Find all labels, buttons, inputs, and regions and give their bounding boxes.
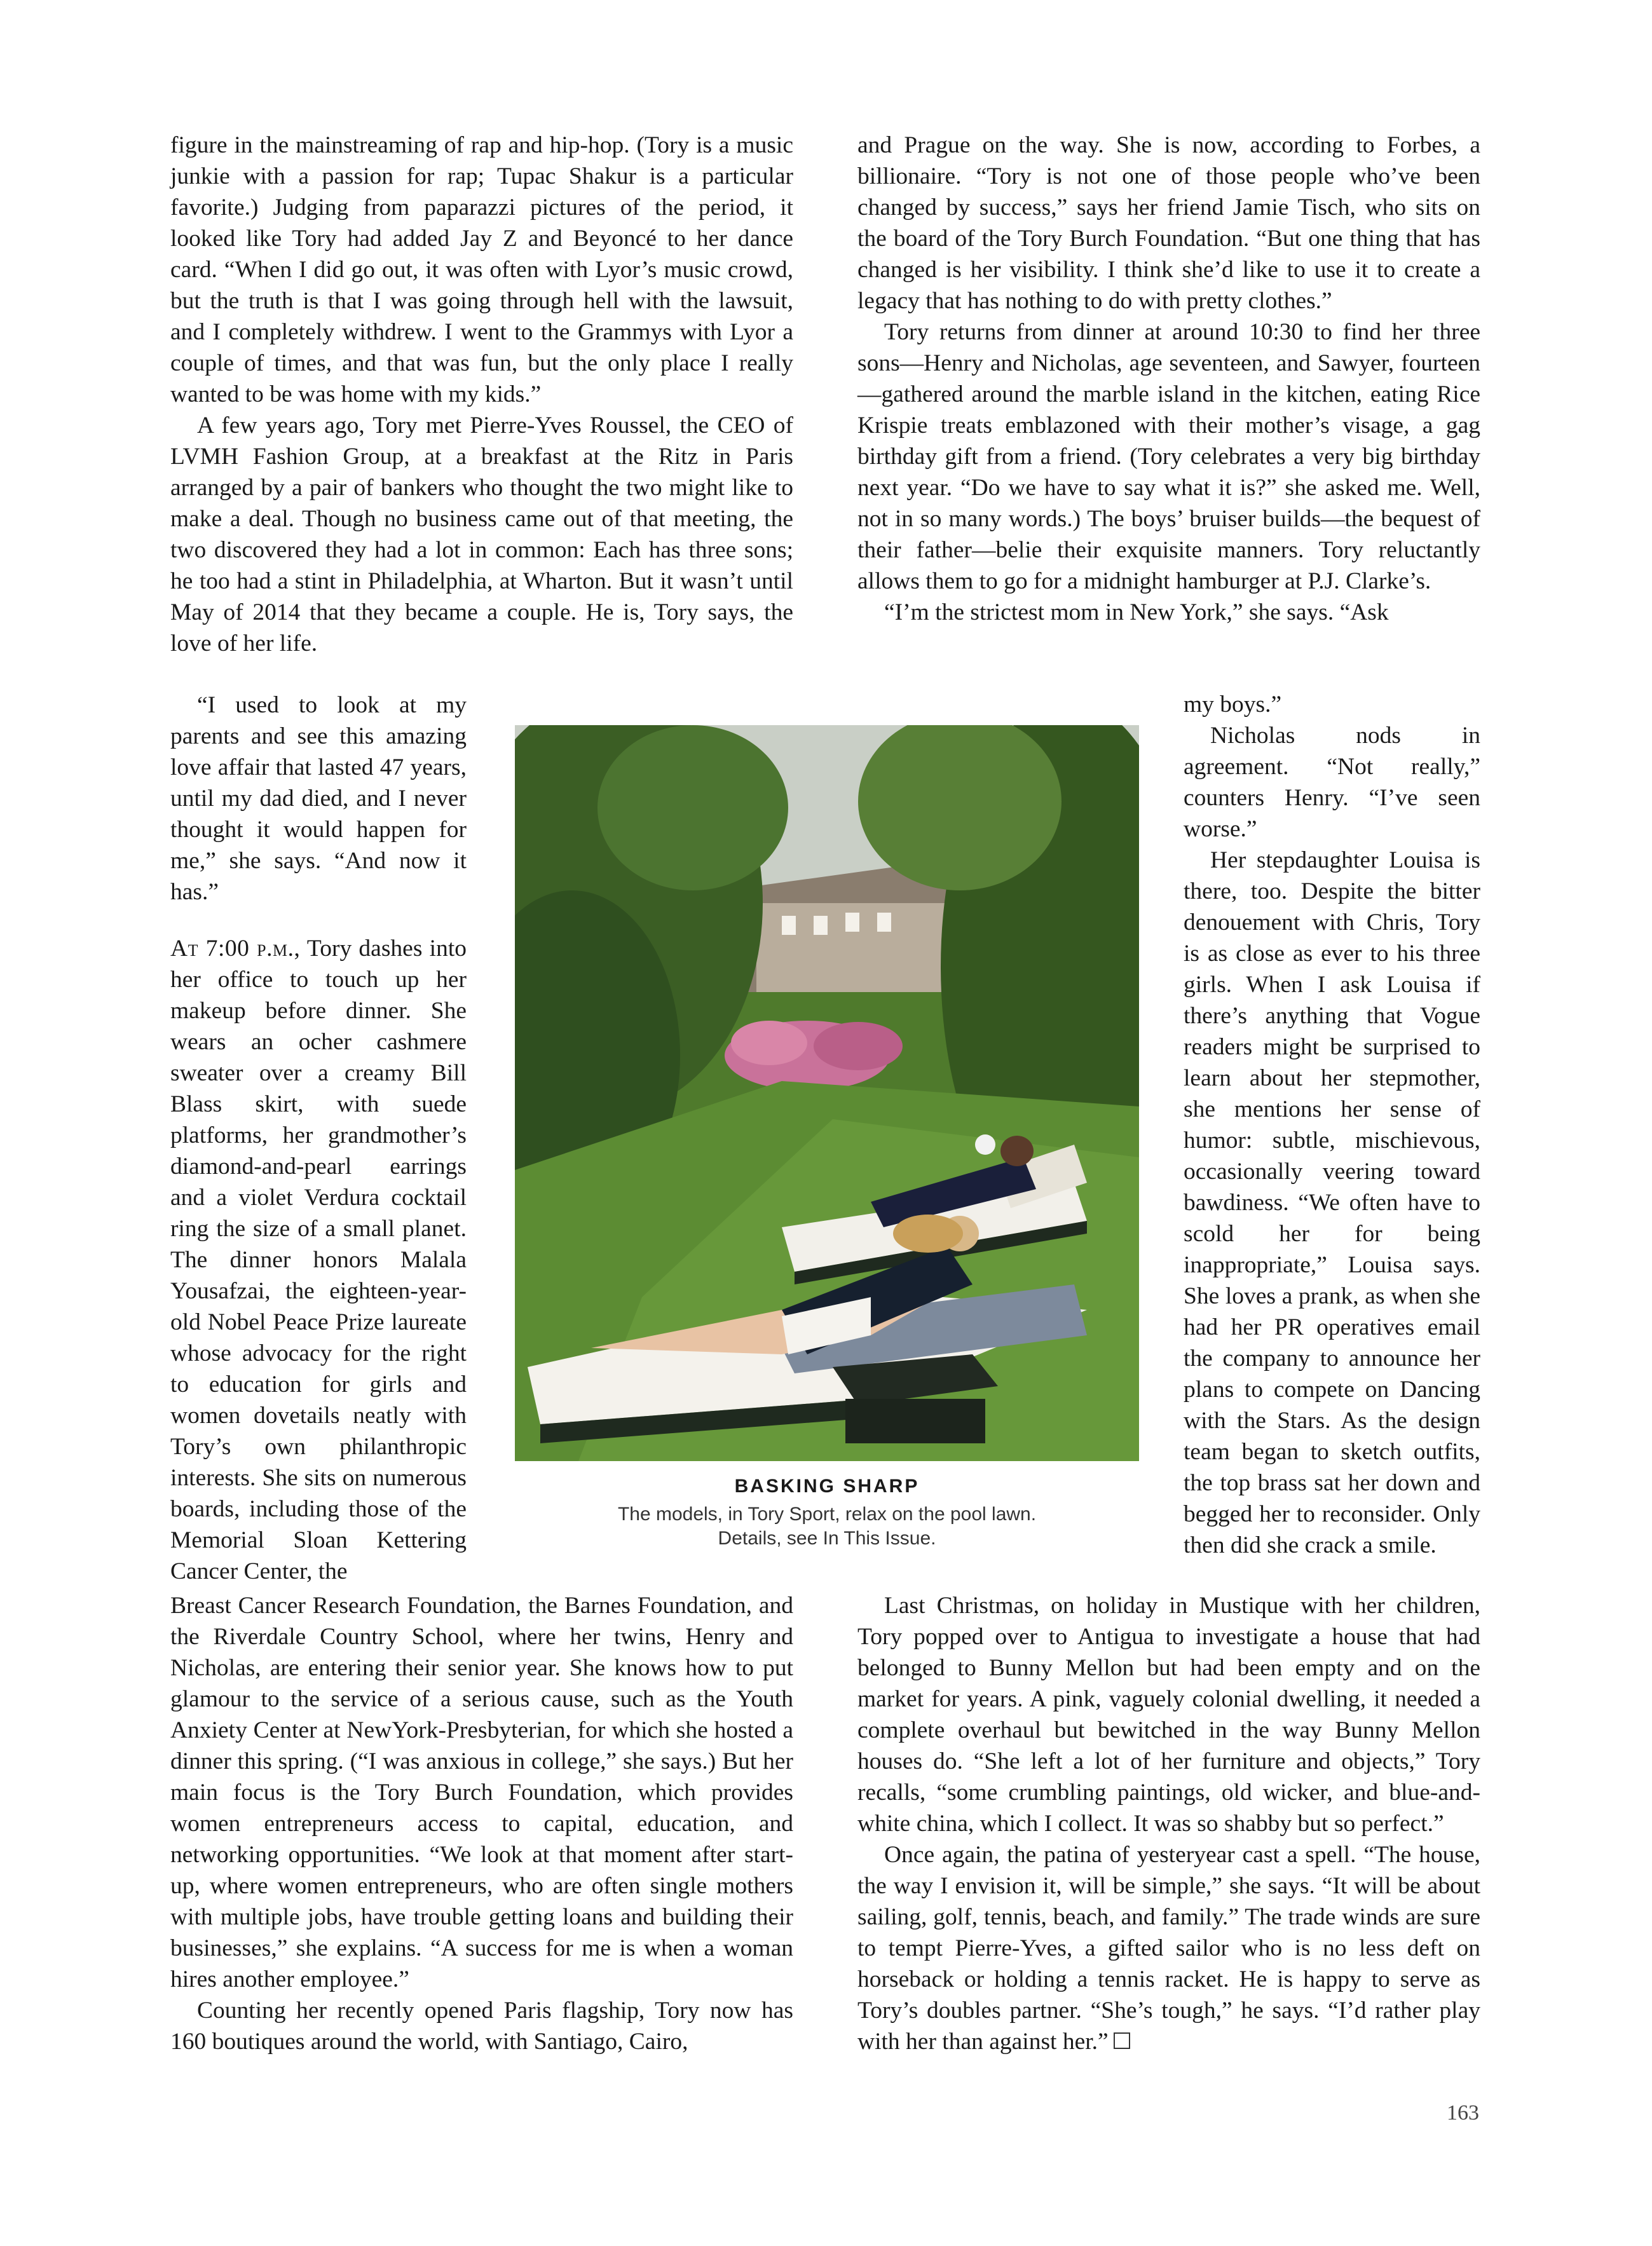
paragraph: Her stepdaughter Louisa is there, too. Despite the bitter denouement with Chris, Tory is as close as ever to his three girls. When I ask Louisa if there’s anything that Vogue readers might be surprised to learn about her stepmother, she mentions her sense of humor: subtle, mischievous, occasionally veering toward bawdiness. “We often have to scold her for being inappropriate,” Louisa says. She loves a prank, as when she had her PR operatives email the company to announce her plans to compete on Dancing with the Stars. As the design team began to sketch outfits, the top brass sat her down and begged her to reconsider. Only then did she crack a smile.: [1184, 847, 1480, 1558]
col1-top: [170, 130, 793, 659]
paragraph: figure in the mainstreaming of rap and hip-hop. (Tory is a music junkie with a passion for rap; Tupac Shakur is a particular favorite.) Judging from paparazzi pictures of the period, it looked like Tory had added Jay Z and Beyoncé to her dance card. “When I did go out, it was often with Lyor’s music crowd, but the truth is that I was going through hell with the lawsuit, and I completely withdrew. I went to the Grammys with Lyor a couple of times, and that was fun, but the only place I really wanted to be was home with my kids.”: [170, 132, 793, 407]
paragraph: Counting her recently opened Paris flagship, Tory now has 160 boutiques around the world, with Santiago, Cairo,: [170, 1998, 793, 2055]
col1-narrow: [170, 690, 467, 1587]
photo: [515, 725, 1139, 1461]
page-number: 163: [1447, 2101, 1479, 2125]
paragraph: Last Christmas, on holiday in Mustique with her children, Tory popped over to Antigua to investigate a house that had belonged to Bunny Mellon but had been empty and on the market for years. A pink, vaguely colonial dwelling, it needed a complete overhaul but bewitched in the way Bunny Mellon houses do. “She left a lot of her furniture and objects,” Tory recalls, “some crumbling paintings, old wicker, and blue-and-white china, which I collect. It was so shabby but so perfect.”: [857, 1593, 1480, 1837]
caption-text: The models, in Tory Sport, relax on the pool lawn. Details, see In This Issue.: [617, 1504, 1037, 1549]
paragraph: “I’m the strictest mom in New York,” she says. “Ask: [884, 599, 1389, 625]
caption-title: BASKING SHARP: [734, 1476, 920, 1497]
col2-bottom: [857, 1590, 1480, 2057]
paragraph: A few years ago, Tory met Pierre-Yves Roussel, the CEO of LVMH Fashion Group, at a breakfast at the Ritz in Paris arranged by a pair of bankers who thought the two might like to make a deal. Though no business came out of that meeting, the two discovered they had a lot in common: Each has three sons; he too had a stint in Philadelphia, at Wharton. But it wasn’t until May of 2014 that they became a couple. He is, Tory says, the love of her life.: [170, 412, 793, 657]
paragraph: Nicholas nods in agreement. “Not really,” counters Henry. “I’ve seen worse.”: [1184, 723, 1480, 842]
section-body: Tory dashes into her office to touch up her makeup before dinner. She wears an ocher cashmere sweater over a creamy Bill Blass skirt, with suede platforms, her grandmother’s diamond-and-pearl earrings and a violet Verdura cocktail ring the size of a small planet. The dinner honors Malala Yousafzai, the eighteen-year-old Nobel Peace Prize laureate whose advocacy for the right to education for girls and women dovetails neatly with Tory’s own philanthropic interests. She sits on numerous boards, including those of the Memorial Sloan Kettering Cancer Center, the: [170, 936, 467, 1584]
paragraph: [857, 1839, 1480, 2057]
col1-bottom: [170, 1590, 793, 2057]
section-lead: At 7:00 p.m.,: [170, 936, 301, 962]
col2-narrow: [1184, 689, 1480, 1561]
garden-photo: [515, 725, 1139, 1461]
paragraph: my boys.”: [1184, 691, 1282, 718]
end-mark-icon: [1114, 2032, 1130, 2049]
paragraph: and Prague on the way. She is now, according to Forbes, a billionaire. “Tory is not one of those people who’ve been changed by success,” says her friend Jamie Tisch, who sits on the board of the Tory Burch Foundation. “But one thing that has changed is her visibility. I think she’d like to use it to create a legacy that has nothing to do with pretty clothes.”: [857, 132, 1480, 314]
paragraph: [170, 933, 467, 1587]
paragraph-text: Once again, the patina of yesteryear cast a spell. “The house, the way I envision it, will be simple,” she says. “It will be about sailing, golf, tennis, beach, and family.” The trade winds are sure to tempt Pierre-Yves, a gifted sailor who is no less deft on horseback or holding a tennis racket. He is happy to serve as Tory’s doubles partner. “She’s tough,” he says. “I’d rather play with her than against her.”: [857, 1842, 1480, 2055]
col2-top: [857, 130, 1480, 628]
paragraph: Tory returns from dinner at around 10:30 to find her three sons—Henry and Nicholas, age seventeen, and Sawyer, fourteen—gathered around the marble island in the kitchen, eating Rice Krispie treats emblazoned with their mother’s visage, a gag birthday gift from a friend. (Tory celebrates a very big birthday next year. “Do we have to say what it is?” she asked me. Well, not in so many words.) The boys’ bruiser builds—the bequest of their father—belie their exquisite manners. Tory reluctantly allows them to go for a midnight hamburger at P.J. Clarke’s.: [857, 319, 1480, 594]
paragraph: Breast Cancer Research Foundation, the Barnes Foundation, and the Riverdale Country School, where her twins, Henry and Nicholas, are entering their senior year. She knows how to put glamour to the service of a serious cause, such as the Youth Anxiety Center at NewYork-Presbyterian, for which she hosted a dinner this spring. (“I was anxious in college,” she says.) But her main focus is the Tory Burch Foundation, which provides women entrepreneurs access to capital, education, and networking opportunities. “We look at that moment after start-up, where women entrepreneurs, who are often single mothers with multiple jobs, have trouble getting loans and building their businesses,” she explains. “A success for me is when a woman hires another employee.”: [170, 1593, 793, 1992]
paragraph: “I used to look at my parents and see this amazing love affair that lasted 47 years, until my dad died, and I never thought it would happen for me,” she says. “And now it has.”: [170, 692, 467, 905]
